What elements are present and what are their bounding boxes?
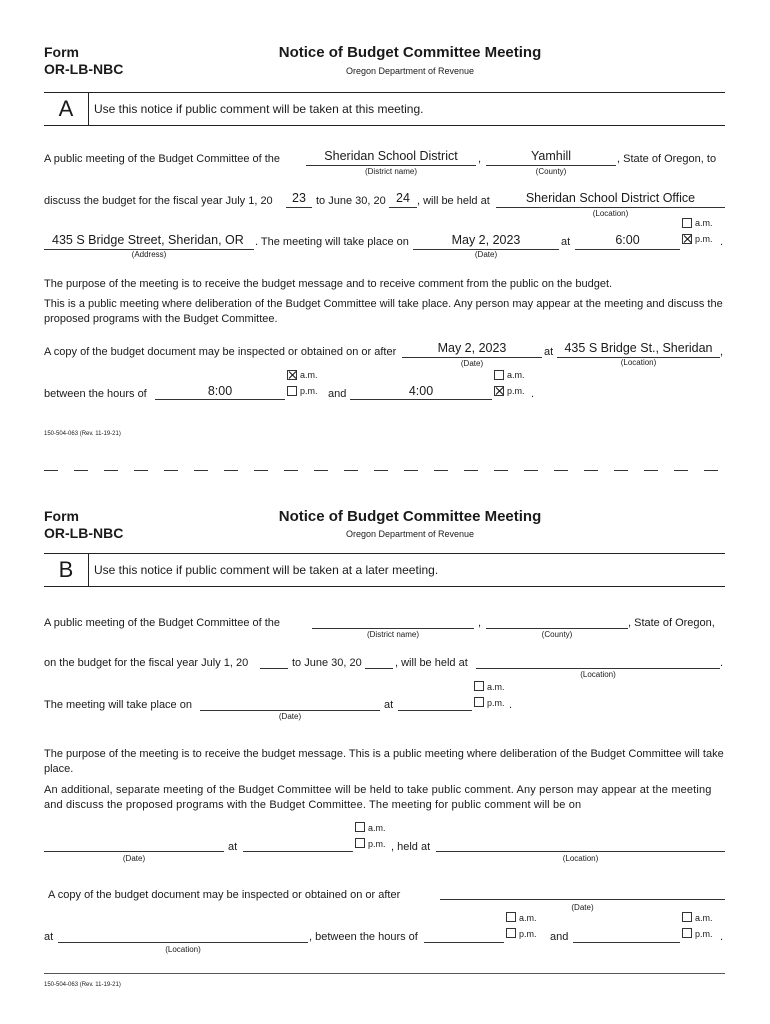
b-end-pm-label: p.m. — [695, 929, 713, 939]
period: . — [720, 931, 724, 943]
b-start-pm-checkbox[interactable] — [506, 928, 516, 938]
b-to-june: to June 30, 20 — [292, 657, 362, 669]
period: . — [531, 388, 535, 400]
b-start-am-label: a.m. — [519, 913, 537, 923]
county-caption: (County) — [535, 167, 567, 176]
form-id: OR-LB-NBC — [44, 61, 124, 77]
start-am-checkbox[interactable] — [287, 370, 297, 380]
b-year-end-line[interactable] — [365, 668, 393, 669]
start-am-label: a.m. — [300, 370, 318, 380]
b-comment-am-label: a.m. — [368, 823, 386, 833]
b-location-line[interactable] — [476, 668, 720, 669]
to-june: to June 30, 20 — [316, 195, 386, 207]
b-held-at2: , held at — [391, 841, 431, 853]
time-line — [575, 249, 680, 250]
b-district-caption: (District name) — [366, 630, 419, 639]
address-caption: (Address) — [131, 250, 167, 259]
b-comment-location-line[interactable] — [436, 851, 725, 852]
year-start-field[interactable]: 23 — [292, 191, 306, 205]
b-hour-end-line[interactable] — [573, 942, 680, 943]
b-copy-date-caption: (Date) — [571, 903, 594, 912]
location-line — [496, 207, 725, 208]
copy-prefix: A copy of the budget document may be inspected or obtained on or after — [44, 346, 397, 358]
b-comment-at: at — [228, 841, 238, 853]
b-comment-pm-label: p.m. — [368, 839, 386, 849]
b-county-caption: (County) — [541, 630, 573, 639]
line1-prefix: A public meeting of the Budget Committee of the — [44, 153, 281, 165]
b-pm-label: p.m. — [487, 698, 505, 708]
b-am-label: a.m. — [487, 682, 505, 692]
b-line2-prefix: on the budget for the fiscal year July 1, 20 — [44, 657, 249, 669]
hour-end-line — [350, 399, 492, 400]
comma: , — [478, 153, 482, 165]
b-held-at: , will be held at — [395, 657, 468, 669]
form-title-b: Notice of Budget Committee Meeting — [278, 508, 542, 525]
b-state-suffix: , State of Oregon, — [628, 617, 715, 629]
form-id-b: OR-LB-NBC — [44, 525, 124, 541]
b-additional-text: An additional, separate meeting of the Budget Committee will be held to take public comment. Any person may appear at the meeting and discuss the proposed programs with the Budget Committee. The meeting for public comment will be on — [44, 784, 712, 811]
county-line — [486, 165, 616, 166]
copy-date-field[interactable]: May 2, 2023 — [437, 341, 507, 355]
section-a-box — [44, 92, 725, 126]
start-pm-label: p.m. — [300, 386, 318, 396]
b-district-line[interactable] — [312, 628, 474, 629]
copy-date-caption: (Date) — [460, 359, 484, 368]
address-field[interactable]: 435 S Bridge Street, Sheridan, OR — [52, 233, 244, 247]
copy-location-caption: (Location) — [620, 358, 657, 367]
am-label: a.m. — [695, 218, 713, 228]
section-b-box — [44, 553, 725, 587]
year-end-line — [389, 207, 417, 208]
comma: , — [720, 346, 724, 358]
dept-name: Oregon Department of Revenue — [345, 66, 475, 76]
end-pm-checkbox[interactable] — [494, 386, 504, 396]
period: . — [720, 236, 724, 248]
b-copy-location-caption: (Location) — [165, 945, 201, 954]
form-label-b: Form — [44, 508, 79, 524]
pm-checkbox[interactable] — [682, 234, 692, 244]
b-copy-date-line[interactable] — [440, 899, 725, 900]
district-line — [306, 165, 476, 166]
end-am-checkbox[interactable] — [494, 370, 504, 380]
b-comment-am-checkbox[interactable] — [355, 822, 365, 832]
district-caption: (District name) — [364, 167, 417, 176]
b-county-line[interactable] — [486, 628, 628, 629]
b-end-am-checkbox[interactable] — [682, 912, 692, 922]
copy-location-field[interactable]: 435 S Bridge St., Sheridan — [564, 341, 713, 355]
footer-rule — [44, 973, 725, 974]
pm-label: p.m. — [695, 234, 713, 244]
end-am-label: a.m. — [507, 370, 525, 380]
form-label: Form — [44, 44, 79, 60]
copy-at: at — [544, 346, 554, 358]
district-field[interactable]: Sheridan School District — [324, 149, 458, 163]
section-letter-b: B — [44, 554, 89, 586]
hour-start-line — [155, 399, 285, 400]
year-end-field[interactable]: 24 — [396, 191, 410, 205]
at-label: at — [561, 236, 571, 248]
section-letter: A — [44, 93, 89, 125]
end-pm-label: p.m. — [507, 386, 525, 396]
copy-date-line — [402, 357, 542, 358]
year-start-line — [286, 207, 312, 208]
section-instruction-b: Use this notice if public comment will be taken at a later meeting. — [94, 563, 439, 577]
date-caption: (Date) — [474, 250, 498, 259]
b-end-pm-checkbox[interactable] — [682, 928, 692, 938]
location-field[interactable]: Sheridan School District Office — [525, 191, 696, 205]
b-pm-checkbox[interactable] — [474, 697, 484, 707]
meeting-place-on: . The meeting will take place on — [255, 236, 409, 248]
b-at: at — [384, 699, 394, 711]
dept-name-b: Oregon Department of Revenue — [345, 529, 475, 539]
form-title: Notice of Budget Committee Meeting — [278, 44, 542, 61]
location-caption: (Location) — [592, 209, 629, 218]
b-between: , between the hours of — [309, 931, 418, 943]
b-am-checkbox[interactable] — [474, 681, 484, 691]
b-copy-prefix: A copy of the budget document may be inspected or obtained on or after — [48, 889, 401, 901]
b-time-line[interactable] — [398, 710, 472, 711]
section-instruction: Use this notice if public comment will be taken at this meeting. — [94, 102, 424, 116]
line2-prefix: discuss the budget for the fiscal year July 1, 20 — [44, 195, 273, 207]
b-copy-location-line[interactable] — [58, 942, 308, 943]
period: . — [509, 699, 513, 711]
b-end-am-label: a.m. — [695, 913, 713, 923]
b-comment-pm-checkbox[interactable] — [355, 838, 365, 848]
b-purpose-text: The purpose of the meeting is to receive the budget message. This is a public meeting where deliberation of the Budget Committee will take place. — [44, 748, 724, 775]
b-location-caption: (Location) — [580, 670, 616, 679]
b-hour-start-line[interactable] — [424, 942, 504, 943]
b-start-pm-label: p.m. — [519, 929, 537, 939]
period: . — [720, 657, 724, 669]
county-field[interactable]: Yamhill — [530, 149, 572, 163]
b-date-caption: (Date) — [278, 712, 302, 721]
b-comment-location-caption: (Location) — [562, 854, 599, 863]
purpose-text: The purpose of the meeting is to receive the budget message and to receive comment from the public on the budget. — [44, 278, 613, 290]
b-line1-prefix: A public meeting of the Budget Committee of the — [44, 617, 281, 629]
b-meeting-on: The meeting will take place on — [44, 699, 192, 711]
b-comment-date-caption: (Date) — [122, 854, 146, 863]
b-comment-date-line[interactable] — [44, 851, 224, 852]
b-year-start-line[interactable] — [260, 668, 288, 669]
held-at: , will be held at — [417, 195, 490, 207]
comma: , — [478, 617, 482, 629]
start-pm-checkbox[interactable] — [287, 386, 297, 396]
deliberation-text: This is a public meeting where deliberation of the Budget Committee will take place. Any person may appear at the meeting and discuss the proposed programs with the Budget Committee. — [44, 298, 723, 325]
b-at-location: at — [44, 931, 54, 943]
am-checkbox[interactable] — [682, 218, 692, 228]
form-number-b: 150-504-063 (Rev. 11-19-21) — [44, 982, 121, 988]
form-number: 150-504-063 (Rev. 11-19-21) — [44, 431, 121, 437]
date-field[interactable]: May 2, 2023 — [451, 233, 521, 247]
and-label: and — [328, 388, 347, 400]
b-comment-time-line[interactable] — [243, 851, 353, 852]
b-start-am-checkbox[interactable] — [506, 912, 516, 922]
b-date-line[interactable] — [200, 710, 380, 711]
b-and: and — [550, 931, 569, 943]
state-suffix: , State of Oregon, to — [617, 153, 717, 165]
between-hours: between the hours of — [44, 388, 147, 400]
hour-start-field[interactable]: 8:00 — [207, 384, 233, 398]
hour-end-field[interactable]: 4:00 — [408, 384, 434, 398]
time-field[interactable]: 6:00 — [615, 233, 640, 247]
